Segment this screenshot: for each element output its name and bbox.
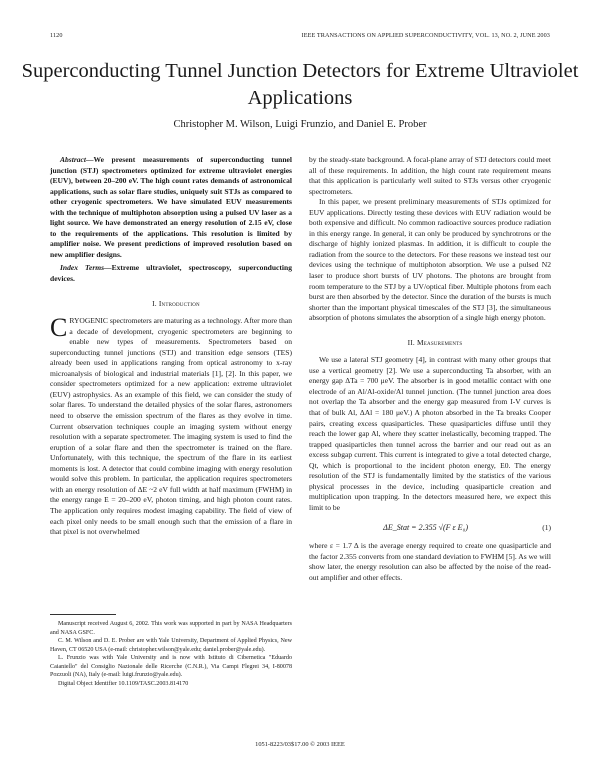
section-heading-measurements: II. Measurements: [407, 337, 463, 347]
left-column: [50, 155, 292, 538]
index-terms: [50, 263, 292, 284]
equation-1: [309, 523, 551, 534]
page-number: 1120: [50, 32, 63, 39]
footnote-received: Manuscript received August 6, 2002. This work was supported in part by NASA Headquarters and NASA GSFC.: [50, 621, 292, 636]
index-terms-label: Index Terms—: [60, 263, 112, 273]
copyright-line: 1051-8223/03$17.00 © 2003 IEEE: [255, 741, 345, 748]
footnote-doi: Digital Object Identifier 10.1109/TASC.2003.814170: [58, 680, 189, 687]
drop-cap: C: [50, 313, 68, 343]
intro-paragraph-1: [50, 313, 292, 537]
intro-continuation: by the steady-state background. A focal-plane array of STJ detectors could meet all of these requirements. In addition, the high count rate requirement means that this application is particularly well suited to STJs versus other cryogenic spectrometers.: [309, 155, 551, 196]
equation-body: ΔE_Stat = 2.355 √(F ε E₀): [383, 522, 469, 532]
right-column: [309, 155, 551, 583]
footnotes: [50, 620, 292, 688]
paper-title: Superconducting Tunnel Junction Detectors for Extreme Ultraviolet Applications: [21, 60, 579, 109]
abstract-text: We present measurements of superconducting tunnel junction (STJ) spectrometers optimized for extreme ultraviolet energies (EUV), between 20–200 eV. The high count rates demands of astronomical applications, such as solar flare studies, uniquely suit STJs as compared to other cryogenic spectrometers. We have simulated EUV measurements with the technique of multiphoton absorption using a pulsed UV laser as a light source. We have demonstrated an energy resolution of 2.15 eV, close to the requirements of the applications. This resolution is limited by amplifier noise. We present predictions of improved resolution based on new amplifier designs.: [50, 155, 292, 259]
authors: Christopher M. Wilson, Luigi Frunzio, and Daniel E. Prober: [173, 119, 427, 130]
journal-header: IEEE TRANSACTIONS ON APPLIED SUPERCONDUCTIVITY, VOL. 13, NO. 2, JUNE 2003: [301, 32, 550, 39]
footnote-affiliation: C. M. Wilson and D. E. Prober are with Yale University, Department of Applied Physics, New Haven, CT 06520 USA (e-mail: christopher.wilson@yale.edu; daniel.prober@yale.edu).: [50, 638, 292, 653]
footnote-rule: [50, 614, 116, 615]
abstract-label: Abstract—: [60, 155, 94, 164]
equation-number: (1): [542, 522, 551, 532]
footnote-frunzio: L. Frunzio was with Yale University and is now with Istituto di Cibernetica "Eduardo Caianiello" del Consiglio Nazionale delle Ricerche (C.N.R.), Via Campi Flegrei 34, I-80078 Pozzuoli (NA), Italy (e-mail: luigi.frunzio@yale.edu).: [50, 655, 292, 678]
measurements-paragraph-1: We use a lateral STJ geometry [4], in contrast with many other groups that use a vertical geometry [2]. We use a superconducting Ta absorber, with an energy gap ΔTa = 700 μeV. The absorber is in good metallic contact with one electrode of an Al/Al-oxide/Al tunnel junction. (The tunnel junction area does not overlap the Ta absorber and the energy gap measured from I-V curves is that of bulk Al, ΔAl = 180 μeV.) A photon absorbed in the Ta breaks Cooper pairs, creating excess quasiparticles. These quasiparticles diffuse until they reach the lower gap Al, where they scatter inelastically, becoming trapped. The trapped quasiparticles then tunnel across the barrier and our read out as an excess subgap current. This current is integrated to give a total detected charge, Qt, which is proportional to the incident photon energy, E0. The energy resolution of the STJ is fundamentally limited by the statistics of the various physical processes in the device, including quasiparticle creation and multiplication upon trapping. In the detectors measured here, we expect this limit to be: [309, 355, 551, 512]
abstract: [50, 155, 292, 260]
intro-body: spectrometers are maturing as a technology. After more than a decade of development, cryogenic spectrometers are beginning to enable new types of measurements. Spectrometers based on superconducting tunnel junctions (STJ) and transition edge sensors (TES) already been used in applications ranging from optical astronomy to x-ray microanalysis of biological and industrial materials [1], [2]. In this paper, we consider spectrometers optimized for a new application: extreme ultraviolet (EUV) astrophysics. As an example of this field, we can consider the study of solar flares. To understand the detailed physics of the solar flares, astronomers need to observe the emission spectrum of the flares as they evolve in time. Current observation techniques couple an imaging system without energy resolution with a separate spectrometer. The imaging system is used to find the eruption of a solar flare and then the spectrometer is trained on the flare. Unfortunately, with this technique, the spectrum of the flare in its earliest moments is lost. A detector that could combine imaging with energy resolution would solve this problem. In particular, the application requires spectrometers with an energy resolution of ΔE ~2 eV full width at half maximum (FWHM) in the energy range E = 20–200 eV, photon timing, and high photon count rates. The application only requires modest imaging capability. The field of view of each pixel only needs to be small enough such that the emission of a flare in that pixel is not overwhelmed: [50, 316, 292, 537]
intro-paragraph-2: In this paper, we present preliminary measurements of STJs optimized for EUV applications. Directly testing these devices with EUV radiation would be both expensive and difficult. No common radioactive sources produce radiation in this energy range. In general, it can only be produced by synchrotrons or the discharge of highly ionized plasmas. In addition, it is difficult to couple the radiation from the source to the detectors. For these reasons we instead test our devices using the technique of multiphoton absorption. We use a pulsed N2 laser to produce short bursts of UV photons. The photons are brought from room temperature to the STJ by a UV/optical fiber. Multiple photons from each burst are then absorbed by the detector. Since the duration of the bursts is much shorter than the important physical timescales of the STJ [3], the simultaneous absorption of photons simulates the absorption of a single high energy photon.: [309, 197, 551, 323]
section-heading-introduction: I. Introduction: [152, 298, 200, 308]
measurements-paragraph-2: where ε = 1.7 Δ is the average energy required to create one quasiparticle and the factor 2.355 converts from one standard deviation to FWHM [5]. As we will show later, the energy resolution can also be affected by the noise of the read-out amplifier and other effects.: [309, 541, 551, 582]
index-terms-text: Extreme ultraviolet, spectroscopy, superconducting devices.: [50, 263, 292, 284]
intro-lead-word: RYOGENIC: [69, 316, 108, 326]
